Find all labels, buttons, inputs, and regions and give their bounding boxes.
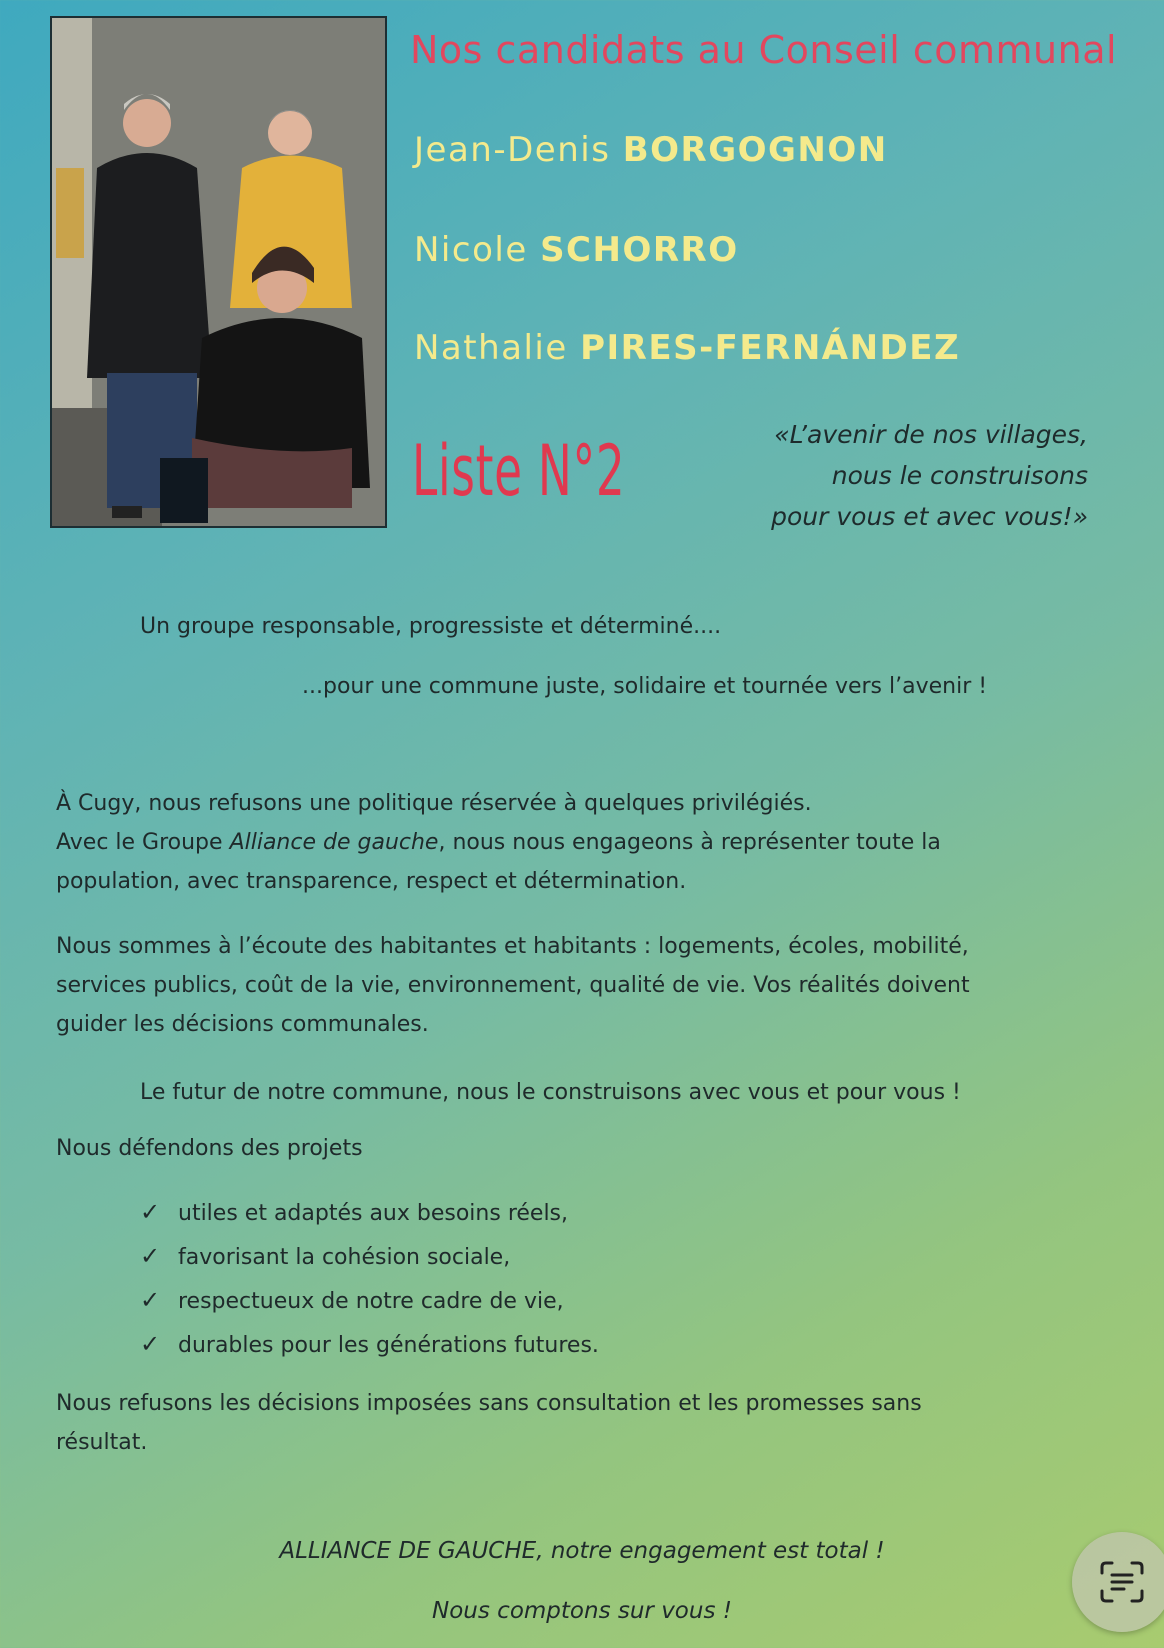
paragraph-2 bbox=[56, 927, 970, 1044]
group-name: Alliance de gauche bbox=[229, 830, 439, 855]
list-item bbox=[140, 1191, 599, 1235]
checkmark-icon: ✓ bbox=[140, 1198, 161, 1226]
paragraph-1-line-2-start: Avec le Groupe bbox=[56, 830, 230, 855]
candidate-3 bbox=[414, 328, 960, 368]
project-item-text: durables pour les générations futures. bbox=[178, 1333, 599, 1358]
slogan-line-2: nous le construisons bbox=[831, 461, 1088, 490]
checkmark-icon: ✓ bbox=[140, 1286, 161, 1314]
paragraph-2-line-1: Nous sommes à l’écoute des habitantes et habitants : logements, écoles, mobilité, bbox=[56, 934, 969, 959]
slogan-line-3: pour vous et avec vous!» bbox=[771, 502, 1088, 531]
scan-text-icon bbox=[1100, 1561, 1144, 1603]
candidate-2 bbox=[414, 230, 739, 270]
list-number: Liste N°2 bbox=[412, 430, 626, 512]
paragraph-1-line-2 bbox=[56, 823, 941, 862]
project-item-text: respectueux de notre cadre de vie, bbox=[178, 1289, 564, 1314]
paragraph-2-line-3: guider les décisions communales. bbox=[56, 1012, 429, 1037]
scan-text-button[interactable] bbox=[1072, 1532, 1164, 1632]
projects-intro: Nous défendons des projets bbox=[56, 1136, 363, 1161]
list-item bbox=[140, 1323, 599, 1367]
candidate-1-last-name: BORGOGNON bbox=[622, 130, 888, 170]
slogan-line-1: «L’avenir de nos villages, bbox=[774, 420, 1088, 449]
candidate-2-last-name: SCHORRO bbox=[540, 230, 739, 270]
project-item-text: utiles et adaptés aux besoins réels, bbox=[178, 1201, 569, 1226]
list-item bbox=[140, 1279, 599, 1323]
project-item-text: favorisant la cohésion sociale, bbox=[178, 1245, 511, 1270]
footer-call: Nous comptons sur vous ! bbox=[432, 1598, 732, 1624]
paragraph-1 bbox=[56, 784, 941, 901]
paragraph-1-line-3: population, avec transparence, respect et détermination. bbox=[56, 869, 687, 894]
checkmark-icon: ✓ bbox=[140, 1242, 161, 1270]
paragraph-4-line-1: Nous refusons les décisions imposées sans consultation et les promesses sans bbox=[56, 1391, 922, 1416]
footer-slogan: ALLIANCE DE GAUCHE, notre engagement est total ! bbox=[279, 1538, 885, 1564]
candidate-3-first-name: Nathalie bbox=[414, 328, 568, 368]
candidate-1-first-name: Jean-Denis bbox=[414, 130, 611, 170]
candidate-1 bbox=[414, 130, 888, 170]
projects-list bbox=[140, 1191, 599, 1367]
candidate-2-first-name: Nicole bbox=[414, 230, 528, 270]
list-item bbox=[140, 1235, 599, 1279]
paragraph-2-line-2: services publics, coût de la vie, environnement, qualité de vie. Vos réalités doivent bbox=[56, 973, 970, 998]
paragraph-1-line-2-end: , nous nous engageons à représenter toute la bbox=[438, 830, 941, 855]
candidates-photo bbox=[50, 16, 387, 528]
paragraph-3: Le futur de notre commune, nous le construisons avec vous et pour vous ! bbox=[140, 1080, 961, 1105]
slogan bbox=[771, 414, 1088, 537]
paragraph-4-line-2: résultat. bbox=[56, 1430, 148, 1455]
paragraph-1-line-1: À Cugy, nous refusons une politique réservée à quelques privilégiés. bbox=[56, 791, 812, 816]
intro-line-2: ...pour une commune juste, solidaire et tournée vers l’avenir ! bbox=[302, 674, 988, 699]
heading: Nos candidats au Conseil communal bbox=[410, 28, 1118, 72]
intro-line-1: Un groupe responsable, progressiste et déterminé.... bbox=[140, 614, 722, 639]
candidate-3-last-name: PIRES-FERNÁNDEZ bbox=[580, 328, 961, 368]
checkmark-icon: ✓ bbox=[140, 1330, 161, 1358]
paragraph-4 bbox=[56, 1384, 922, 1462]
